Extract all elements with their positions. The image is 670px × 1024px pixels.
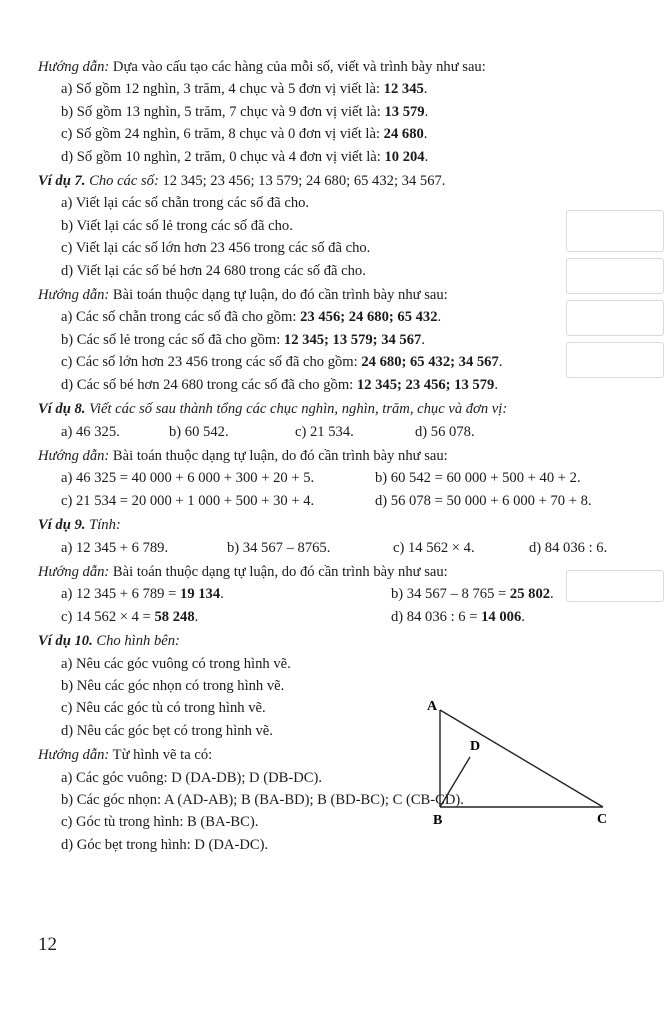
guide-6-b: b) Số gồm 13 nghìn, 5 trăm, 7 chục và 9 đơn vị viết là: 13 579. xyxy=(61,103,429,120)
example-9-c: c) 14 562 × 4. xyxy=(393,539,475,556)
guide-8-a: a) 46 325 = 40 000 + 6 000 + 300 + 20 + 5. xyxy=(61,470,315,487)
guide-8-row-2 xyxy=(38,490,638,512)
guide-8-c: c) 21 534 = 20 000 + 1 000 + 500 + 30 + 4. xyxy=(61,492,315,509)
example-10-d: d) Nêu các góc bẹt có trong hình vẽ. xyxy=(61,722,273,739)
vertex-label-C: C xyxy=(597,812,608,827)
vertex-label-B: B xyxy=(433,813,443,828)
guide-8-b: b) 60 542 = 60 000 + 500 + 40 + 2. xyxy=(375,470,581,487)
example-9-d: d) 84 036 : 6. xyxy=(529,539,608,556)
triangle-figure xyxy=(427,696,630,828)
guide-6-c: c) Số gồm 24 nghìn, 6 trăm, 8 chục và 0 đơn vị viết là: 24 680. xyxy=(61,126,428,143)
example-9-heading: Ví dụ 9. Tính: xyxy=(38,517,121,534)
guide-7-a: a) Các số chẵn trong các số đã cho gồm: 23 456; 24 680; 65 432. xyxy=(61,309,442,326)
example-10-c: c) Nêu các góc tù có trong hình vẽ. xyxy=(61,700,266,717)
example-7-b: b) Viết lại các số lẻ trong các số đã cho. xyxy=(61,217,293,234)
guide-8-row-1 xyxy=(38,467,638,489)
guide-9-b: b) 34 567 – 8 765 = 25 802. xyxy=(391,586,554,603)
example-10-a: a) Nêu các góc vuông có trong hình vẽ. xyxy=(61,655,291,672)
example-10-heading: Ví dụ 10. Cho hình bên: xyxy=(38,633,180,650)
guide-8-d: d) 56 078 = 50 000 + 6 000 + 70 + 8. xyxy=(375,492,592,509)
example-8-parts xyxy=(38,421,638,443)
example-8-heading: Ví dụ 8. Viết các số sau thành tổng các chục nghìn, nghìn, trăm, chục và đơn vị: xyxy=(38,401,508,418)
example-9-b: b) 34 567 – 8765. xyxy=(227,539,331,556)
guide-8-intro: Hướng dẫn: Bài toán thuộc dạng tự luận, do đó cần trình bày như sau: xyxy=(38,447,448,464)
example-7-a: a) Viết lại các số chẵn trong các số đã cho. xyxy=(61,195,310,212)
example-7-d: d) Viết lại các số bé hơn 24 680 trong các số đã cho. xyxy=(61,262,366,279)
guide-9-intro: Hướng dẫn: Bài toán thuộc dạng tự luận, do đó cần trình bày như sau: xyxy=(38,563,448,580)
guide-6-intro: Hướng dẫn: Dựa vào cấu tạo các hàng của mỗi số, viết và trình bày như sau: xyxy=(38,59,486,75)
guide-10-a: a) Các góc vuông: D (DA-DB); D (DB-DC). xyxy=(61,769,323,786)
example-7-heading: Ví dụ 7. Cho các số: 12 345; 23 456; 13 579; 24 680; 65 432; 34 567. xyxy=(38,173,446,190)
example-8-b: b) 60 542. xyxy=(169,423,229,440)
guide-6-a: a) Số gồm 12 nghìn, 3 trăm, 4 chục và 5 đơn vị viết là: 12 345. xyxy=(61,81,428,98)
example-10-b: b) Nêu các góc nhọn có trong hình vẽ. xyxy=(61,677,285,694)
guide-7-c: c) Các số lớn hơn 23 456 trong các số đã cho gồm: 24 680; 65 432; 34 567. xyxy=(61,354,503,371)
example-8-c: c) 21 534. xyxy=(295,423,354,440)
guide-10-d: d) Góc bẹt trong hình: D (DA-DC). xyxy=(61,836,269,853)
guide-7-intro: Hướng dẫn: Bài toán thuộc dạng tự luận, do đó cần trình bày như sau: xyxy=(38,287,448,304)
example-8-d: d) 56 078. xyxy=(415,423,475,440)
vertex-label-D: D xyxy=(470,739,481,754)
guide-10-c: c) Góc tù trong hình: B (BA-BC). xyxy=(61,814,259,831)
segment-AC xyxy=(440,710,603,807)
guide-7-d: d) Các số bé hơn 24 680 trong các số đã cho gồm: 12 345; 23 456; 13 579. xyxy=(61,376,498,393)
segment-BD xyxy=(440,757,470,807)
guide-9-row-2 xyxy=(38,606,638,628)
guide-10-b: b) Các góc nhọn: A (AD-AB); B (BA-BD); B (BD-BC); C (CB-CD). xyxy=(61,792,464,808)
guide-9-row-1 xyxy=(38,583,638,605)
guide-9-a: a) 12 345 + 6 789 = 19 134. xyxy=(61,586,224,603)
vertex-label-A: A xyxy=(427,699,438,714)
example-9-parts xyxy=(38,537,638,559)
guide-7-b: b) Các số lẻ trong các số đã cho gồm: 12 345; 13 579; 34 567. xyxy=(61,331,425,348)
example-9-a: a) 12 345 + 6 789. xyxy=(61,539,169,556)
example-7-c: c) Viết lại các số lớn hơn 23 456 trong các số đã cho. xyxy=(61,240,371,257)
page-number: 12 xyxy=(38,934,57,955)
guide-9-d: d) 84 036 : 6 = 14 006. xyxy=(391,608,525,625)
guide-6-d: d) Số gồm 10 nghìn, 2 trăm, 0 chục và 4 đơn vị viết là: 10 204. xyxy=(61,148,429,165)
guide-10-intro: Hướng dẫn: Từ hình vẽ ta có: xyxy=(38,747,213,764)
example-8-a: a) 46 325. xyxy=(61,423,120,440)
guide-9-c: c) 14 562 × 4 = 58 248. xyxy=(61,608,199,625)
